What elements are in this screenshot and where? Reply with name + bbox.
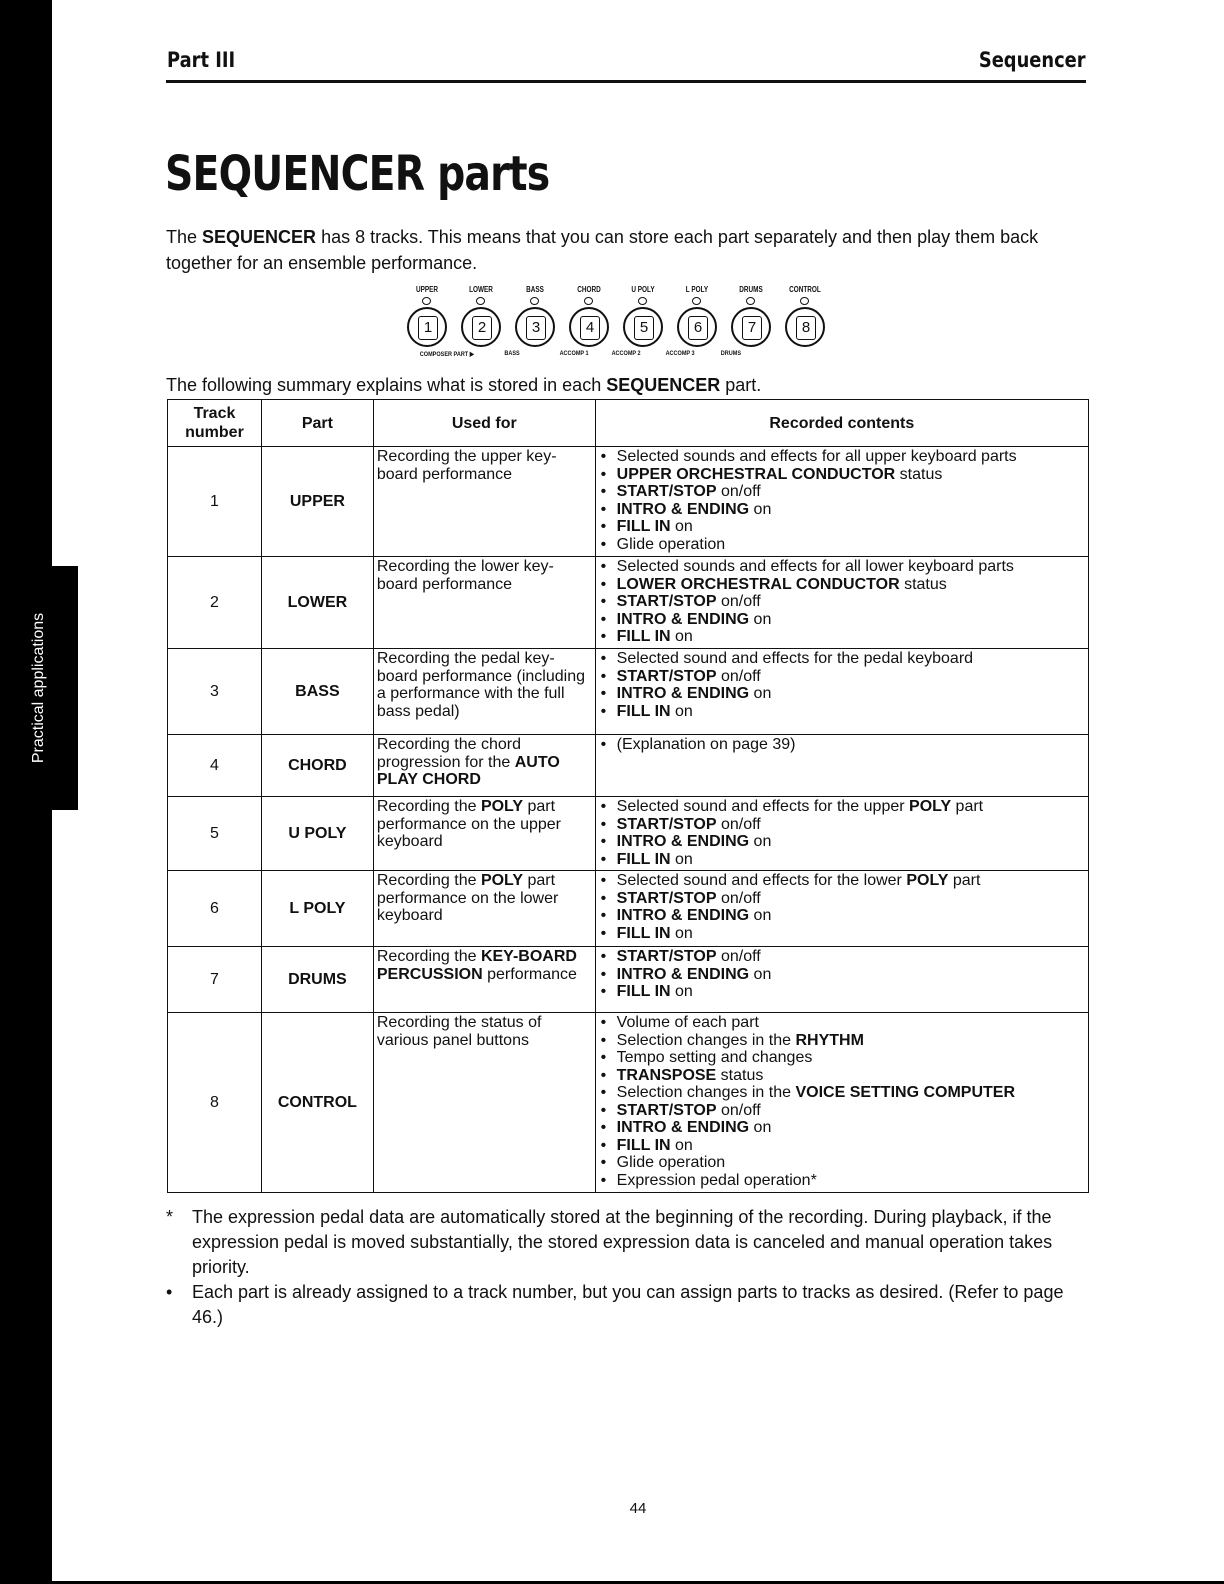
- intro-paragraph: [166, 224, 1088, 276]
- list-item: [599, 668, 1085, 686]
- recorded-contents-list: [599, 736, 1085, 754]
- list-item: [599, 466, 1085, 484]
- track-number-cell: 4: [168, 735, 262, 797]
- text-run: Recording the chord progression for the: [376, 736, 521, 771]
- track-number-cell: 6: [168, 871, 262, 947]
- bold-term: START/STOP: [616, 948, 717, 965]
- indicator-lamp-icon: [476, 297, 485, 305]
- text-run: Selected sound and effects for the pedal keyboard: [616, 650, 974, 667]
- table-row: [168, 871, 1089, 947]
- part-cell: U POLY: [261, 797, 373, 871]
- header-rule: [166, 80, 1086, 83]
- list-item: [599, 851, 1085, 869]
- recorded-contents-cell: [595, 1013, 1088, 1193]
- footnotes: [166, 1205, 1088, 1330]
- text-run: on/off: [716, 483, 761, 500]
- list-item: [599, 536, 1085, 554]
- section-side-tab: [0, 566, 78, 810]
- bold-term: START/STOP: [616, 483, 717, 500]
- track-button-number: 6: [688, 316, 708, 340]
- text-run: part: [948, 872, 981, 889]
- text-run: Selected sound and effects for the lower: [616, 872, 907, 889]
- list-item: [599, 611, 1085, 629]
- bold-term: POLY: [906, 872, 949, 889]
- composer-part-label: ACCOMP 2: [611, 350, 641, 357]
- text-run: Tempo setting and changes: [616, 1049, 813, 1066]
- text-run: on: [670, 702, 693, 720]
- text-run: Recording the status of various panel buttons: [376, 1014, 542, 1049]
- track-button-panel: [407, 285, 837, 363]
- recorded-contents-list: [599, 558, 1085, 646]
- page-title: SEQUENCER parts: [165, 146, 550, 202]
- text-run: Recording the upper key-board performance: [376, 448, 557, 483]
- text-run: Glide operation: [616, 1154, 726, 1171]
- list-item: [599, 925, 1085, 943]
- list-item: [599, 1032, 1085, 1050]
- track-button: [623, 307, 663, 347]
- list-item: [599, 1049, 1085, 1067]
- list-item: [599, 650, 1085, 668]
- composer-part-label: BASS: [504, 350, 520, 357]
- track-button: [569, 307, 609, 347]
- footnote-bullet: [166, 1280, 1088, 1330]
- summary-post: part.: [720, 375, 762, 395]
- text-run: on/off: [716, 593, 761, 610]
- footnote-mark: •: [166, 1282, 173, 1302]
- recorded-contents-list: [599, 448, 1085, 553]
- bold-term: START/STOP: [616, 889, 717, 907]
- table-row: [168, 1013, 1089, 1193]
- text-run: Selected sounds and effects for all upper keyboard parts: [616, 448, 1017, 465]
- part-cell: LOWER: [261, 557, 373, 649]
- page-number: 44: [629, 1500, 647, 1517]
- text-run: on: [749, 610, 772, 628]
- text-run: Recording the lower key-board performance: [376, 558, 554, 593]
- list-item: [599, 1084, 1085, 1102]
- bold-term: UPPER ORCHESTRAL CONDUCTOR: [616, 465, 896, 483]
- list-item: [599, 736, 1085, 754]
- table-row: [168, 649, 1089, 735]
- table-row: [168, 557, 1089, 649]
- header-recorded-contents: Recorded contents: [595, 400, 1088, 447]
- track-number-cell: 5: [168, 797, 262, 871]
- text-run: Selected sounds and effects for all lower keyboard parts: [616, 558, 1014, 575]
- intro-post: has 8 tracks. This means that you can store each part separately and then play them back together for an ensemble performance.: [166, 227, 1039, 273]
- text-run: Selection changes in the: [616, 1084, 796, 1101]
- bold-term: FILL IN: [616, 628, 671, 645]
- track-button-number: 4: [580, 316, 600, 340]
- track-button: [731, 307, 771, 347]
- bold-term: TRANSPOSE: [616, 1066, 717, 1084]
- bold-term: INTRO & ENDING: [616, 833, 750, 850]
- bold-term: FILL IN: [616, 1136, 671, 1154]
- bold-term: FILL IN: [616, 924, 671, 942]
- text-run: Volume of each part: [616, 1014, 759, 1031]
- list-item: [599, 872, 1085, 890]
- list-item: [599, 907, 1085, 925]
- bold-term: INTRO & ENDING: [616, 610, 750, 628]
- composer-part-label: COMPOSER PART ▶: [419, 351, 474, 358]
- track-label: DRUMS: [739, 285, 763, 294]
- part-header: Part III: [167, 48, 236, 72]
- track-number-cell: 3: [168, 649, 262, 735]
- part-cell: DRUMS: [261, 947, 373, 1013]
- text-run: on/off: [716, 667, 761, 685]
- track-label: L POLY: [685, 285, 709, 294]
- bold-term: FILL IN: [616, 983, 671, 1000]
- text-run: Recording the pedal key-board performance (including a performance with the full bass pedal): [376, 650, 585, 720]
- indicator-lamp-icon: [692, 297, 701, 305]
- sequencer-parts-table: [167, 399, 1089, 1193]
- part-cell: L POLY: [261, 871, 373, 947]
- footnote-text: The expression pedal data are automatically stored at the beginning of the recording. During playback, if the expression pedal is moved substantially, the stored expression data is canceled and manual operation takes priority.: [192, 1207, 1053, 1277]
- list-item: [599, 1102, 1085, 1120]
- recorded-contents-cell: [595, 735, 1088, 797]
- track-button-number: 7: [742, 316, 762, 340]
- list-item: [599, 983, 1085, 1001]
- indicator-lamp-icon: [530, 297, 539, 305]
- list-item: [599, 518, 1085, 536]
- manual-page: [52, 0, 1224, 1584]
- text-run: Recording the: [376, 872, 481, 889]
- list-item: [599, 1154, 1085, 1172]
- footnote-text: Each part is already assigned to a track number, but you can assign parts to tracks as desired. (Refer to page 46.): [192, 1282, 1064, 1327]
- indicator-lamp-icon: [422, 297, 431, 305]
- list-item: [599, 628, 1085, 646]
- bold-term: START/STOP: [616, 667, 717, 685]
- header-used-for: Used for: [373, 400, 595, 447]
- text-run: status: [895, 465, 943, 483]
- table-header-row: [168, 400, 1089, 447]
- used-for-cell: [373, 797, 595, 871]
- track-label: BASS: [526, 285, 544, 294]
- list-item: [599, 1119, 1085, 1137]
- recorded-contents-cell: [595, 797, 1088, 871]
- composer-part-label: ACCOMP 3: [665, 350, 695, 357]
- list-item: [599, 483, 1085, 501]
- track-number-cell: 2: [168, 557, 262, 649]
- text-run: Selection changes in the: [616, 1031, 796, 1049]
- recorded-contents-cell: [595, 947, 1088, 1013]
- recorded-contents-cell: [595, 649, 1088, 735]
- list-item: [599, 1067, 1085, 1085]
- part-cell: CHORD: [261, 735, 373, 797]
- used-for-cell: [373, 735, 595, 797]
- recorded-contents-list: [599, 650, 1085, 720]
- text-run: on: [749, 685, 772, 702]
- table-row: [168, 797, 1089, 871]
- bold-term: INTRO & ENDING: [616, 907, 750, 924]
- bold-term: INTRO & ENDING: [616, 500, 750, 518]
- indicator-lamp-icon: [584, 297, 593, 305]
- list-item: [599, 890, 1085, 908]
- indicator-lamp-icon: [800, 297, 809, 305]
- bold-term: FILL IN: [616, 850, 671, 868]
- text-run: part performance on the lower keyboard: [376, 872, 559, 924]
- text-run: on/off: [716, 815, 761, 833]
- text-run: Recording the: [376, 948, 481, 965]
- track-button: [407, 307, 447, 347]
- used-for-cell: [373, 557, 595, 649]
- track-number-cell: 8: [168, 1013, 262, 1193]
- composer-part-label: DRUMS: [720, 350, 742, 357]
- recorded-contents-cell: [595, 871, 1088, 947]
- summary-pre: The following summary explains what is stored in each: [166, 375, 607, 395]
- indicator-lamp-icon: [638, 297, 647, 305]
- track-button-number: 2: [472, 316, 492, 340]
- text-run: part: [951, 798, 984, 815]
- bold-term: RHYTHM: [795, 1031, 864, 1049]
- track-button-number: 1: [418, 316, 438, 340]
- summary-bold: SEQUENCER: [606, 375, 721, 395]
- list-item: [599, 685, 1085, 703]
- list-item: [599, 1014, 1085, 1032]
- footnote-mark: *: [166, 1207, 174, 1227]
- header-track-number: Track number: [168, 400, 262, 447]
- bold-term: POLY: [480, 798, 524, 815]
- bold-term: START/STOP: [616, 593, 717, 610]
- track-button: [677, 307, 717, 347]
- summary-sentence: [166, 375, 761, 396]
- section-header: Sequencer: [979, 48, 1086, 72]
- text-run: on: [670, 983, 693, 1000]
- text-run: on: [670, 850, 693, 868]
- list-item: [599, 816, 1085, 834]
- track-button: [515, 307, 555, 347]
- list-item: [599, 448, 1085, 466]
- table-row: [168, 447, 1089, 557]
- bold-term: VOICE SETTING COMPUTER: [795, 1084, 1016, 1101]
- bold-term: START/STOP: [616, 815, 717, 833]
- used-for-cell: [373, 447, 595, 557]
- text-run: on: [670, 1136, 693, 1154]
- list-item: [599, 1172, 1085, 1190]
- track-number-cell: 1: [168, 447, 262, 557]
- text-run: on: [749, 965, 772, 983]
- bold-term: AUTO PLAY CHORD: [376, 753, 560, 788]
- composer-part-label: ACCOMP 1: [559, 350, 589, 357]
- list-item: [599, 576, 1085, 594]
- list-item: [599, 558, 1085, 576]
- bold-term: INTRO & ENDING: [616, 1119, 750, 1136]
- intro-bold: SEQUENCER: [202, 227, 317, 247]
- recorded-contents-list: [599, 798, 1085, 868]
- list-item: [599, 703, 1085, 721]
- footnote-asterisk: [166, 1205, 1088, 1280]
- list-item: [599, 833, 1085, 851]
- text-run: on: [670, 924, 693, 942]
- track-label: CONTROL: [789, 285, 821, 294]
- text-run: Expression pedal operation*: [616, 1171, 817, 1189]
- bold-term: FILL IN: [616, 518, 671, 535]
- indicator-lamp-icon: [746, 297, 755, 305]
- bold-term: INTRO & ENDING: [616, 685, 750, 702]
- table-row: [168, 735, 1089, 797]
- track-label: LOWER: [469, 285, 493, 294]
- list-item: [599, 593, 1085, 611]
- text-run: Selected sound and effects for the upper: [616, 798, 910, 815]
- header-part: Part: [261, 400, 373, 447]
- text-run: on/off: [716, 1101, 761, 1119]
- text-run: performance: [482, 965, 577, 983]
- list-item: [599, 948, 1085, 966]
- recorded-contents-list: [599, 872, 1085, 942]
- bold-term: POLY: [480, 872, 524, 889]
- text-run: status: [716, 1066, 764, 1084]
- part-cell: UPPER: [261, 447, 373, 557]
- list-item: [599, 798, 1085, 816]
- track-button-number: 3: [526, 316, 546, 340]
- text-run: on: [749, 833, 772, 850]
- text-run: on: [749, 500, 772, 518]
- track-button-number: 5: [634, 316, 654, 340]
- used-for-cell: [373, 649, 595, 735]
- track-button: [785, 307, 825, 347]
- text-run: on: [749, 1119, 772, 1136]
- track-label: CHORD: [577, 285, 601, 294]
- track-button: [461, 307, 501, 347]
- bold-term: KEY-BOARD PERCUSSION: [376, 948, 577, 983]
- text-run: on/off: [716, 889, 761, 907]
- bold-term: LOWER ORCHESTRAL CONDUCTOR: [616, 575, 900, 593]
- text-run: on: [749, 907, 772, 924]
- text-run: Recording the: [376, 798, 481, 815]
- bold-term: POLY: [909, 798, 952, 815]
- bold-term: INTRO & ENDING: [616, 965, 750, 983]
- text-run: status: [899, 575, 947, 593]
- table-row: [168, 947, 1089, 1013]
- list-item: [599, 501, 1085, 519]
- track-label: U POLY: [631, 285, 655, 294]
- recorded-contents-list: [599, 1014, 1085, 1189]
- side-tab-label: Practical applications: [30, 612, 47, 764]
- recorded-contents-cell: [595, 557, 1088, 649]
- recorded-contents-list: [599, 948, 1085, 1001]
- list-item: [599, 1137, 1085, 1155]
- bold-term: START/STOP: [616, 1101, 717, 1119]
- track-label: UPPER: [415, 285, 439, 294]
- text-run: part performance on the upper keyboard: [376, 798, 561, 850]
- text-run: (Explanation on page 39): [616, 736, 796, 753]
- part-cell: BASS: [261, 649, 373, 735]
- recorded-contents-cell: [595, 447, 1088, 557]
- list-item: [599, 966, 1085, 984]
- text-run: on: [670, 518, 693, 535]
- part-cell: CONTROL: [261, 1013, 373, 1193]
- intro-pre: The: [166, 227, 203, 247]
- track-number-cell: 7: [168, 947, 262, 1013]
- text-run: on: [670, 628, 693, 645]
- bold-term: FILL IN: [616, 702, 671, 720]
- track-button-number: 8: [796, 316, 816, 340]
- text-run: on/off: [716, 948, 761, 965]
- used-for-cell: [373, 947, 595, 1013]
- used-for-cell: [373, 1013, 595, 1193]
- text-run: Glide operation: [616, 535, 726, 553]
- used-for-cell: [373, 871, 595, 947]
